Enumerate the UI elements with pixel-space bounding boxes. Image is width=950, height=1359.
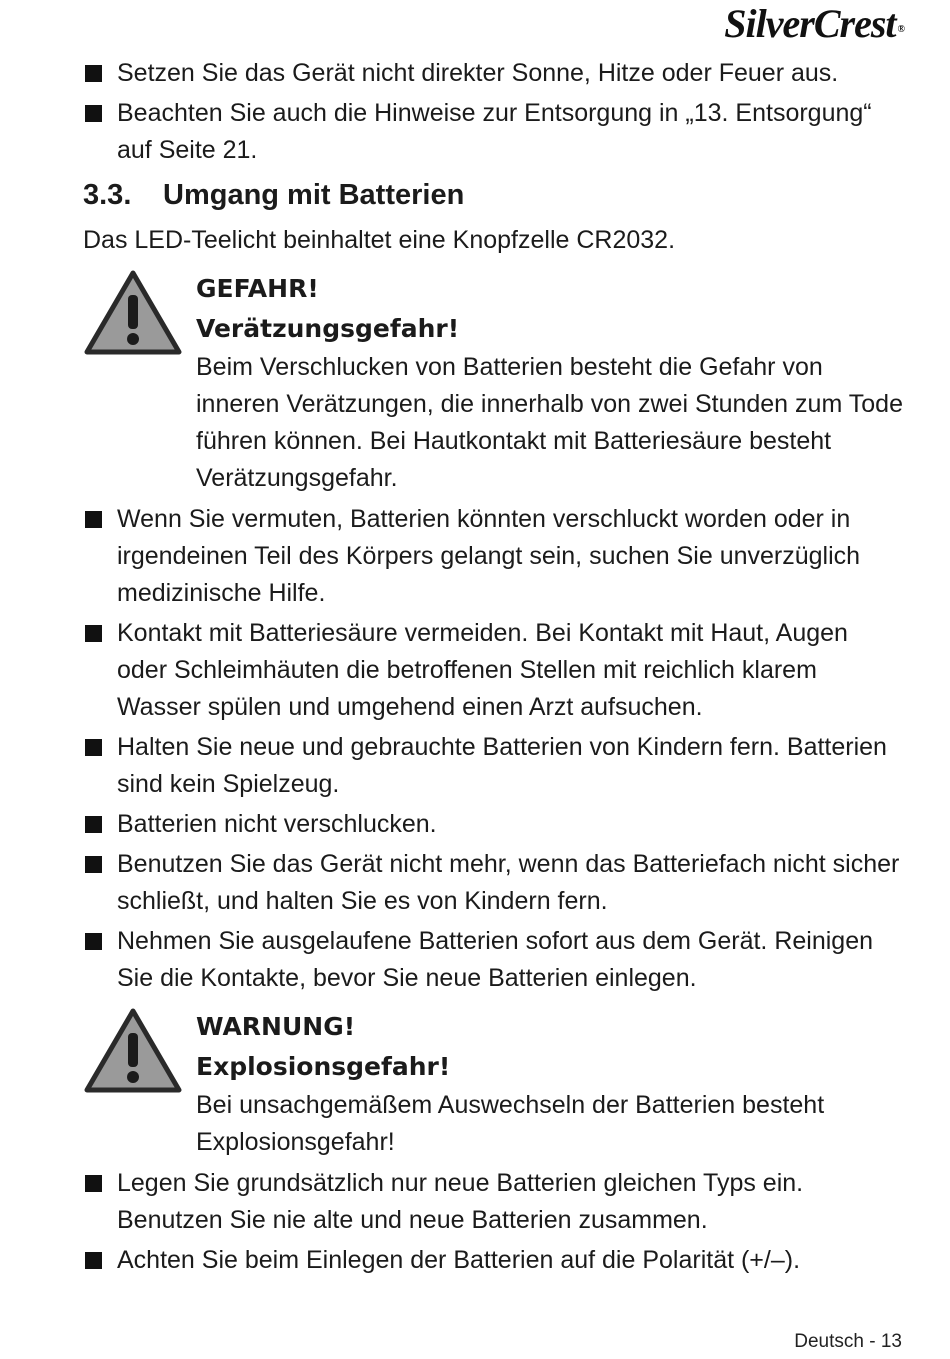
list-item: Halten Sie neue und gebrauchte Batterien von Kindern fern. Batterien sind kein Spielzeug. [83,729,903,803]
list-item: Setzen Sie das Gerät nicht direkter Sonne, Hitze oder Feuer aus. [83,55,903,92]
brand-logo [724,2,904,46]
list-item: Benutzen Sie das Gerät nicht mehr, wenn das Batteriefach nicht sicher schließt, und halten Sie es von Kindern fern. [83,846,903,920]
page-footer: Deutsch - 13 [794,1331,902,1352]
warning-text: Bei unsachgemäßem Auswechseln der Batterien besteht Explosionsgefahr! [196,1091,825,1156]
section-number: 3.3. [83,179,132,211]
warning-triangle-icon [83,1007,183,1095]
warning-subtitle: Explosionsgefahr! [196,1052,451,1081]
warning-notice [83,1007,903,1161]
brand-name: SilverCrest [724,1,896,46]
section-title: Umgang mit Batterien [163,179,465,211]
danger-subtitle: Verätzungsgefahr! [196,314,460,343]
list-item: Batterien nicht verschlucken. [83,806,903,843]
danger-text: Beim Verschlucken von Batterien besteht die Gefahr von inneren Verätzungen, die innerhalb von zwei Stunden zum Tode führen können. Bei Hautkontakt mit Batteriesäure besteht Verätzungsgefahr. [196,353,903,492]
warning-triangle-icon [83,269,183,357]
list-item: Wenn Sie vermuten, Batterien könnten verschluckt worden oder in irgendeinen Teil des Körpers gelangt sein, suchen Sie unverzüglich medizinische Hilfe. [83,501,903,612]
section-intro: Das LED-Teelicht beinhaltet eine Knopfzelle CR2032. [83,226,676,254]
list-item: Nehmen Sie ausgelaufene Batterien sofort aus dem Gerät. Reinigen Sie die Kontakte, bevor Sie neue Batterien einlegen. [83,923,903,997]
danger-notice [83,269,903,497]
danger-label: GEFAHR! [196,274,319,303]
list-item: Beachten Sie auch die Hinweise zur Entsorgung in „13. Entsorgung“ auf Seite 21. [83,95,903,169]
section-heading [83,174,903,216]
list-item: Achten Sie beim Einlegen der Batterien auf die Polarität (+/–). [83,1242,903,1279]
warning-label: WARNUNG! [196,1012,356,1041]
list-item: Kontakt mit Batteriesäure vermeiden. Bei Kontakt mit Haut, Augen oder Schleimhäuten die betroffenen Stellen mit reichlich klarem Wasser spülen und umgehend einen Arzt aufsuchen. [83,615,903,726]
registered-mark: ® [897,24,904,35]
page-content [83,55,903,1282]
list-item: Legen Sie grundsätzlich nur neue Batterien gleichen Typs ein. Benutzen Sie nie alte und neue Batterien zusammen. [83,1165,903,1239]
